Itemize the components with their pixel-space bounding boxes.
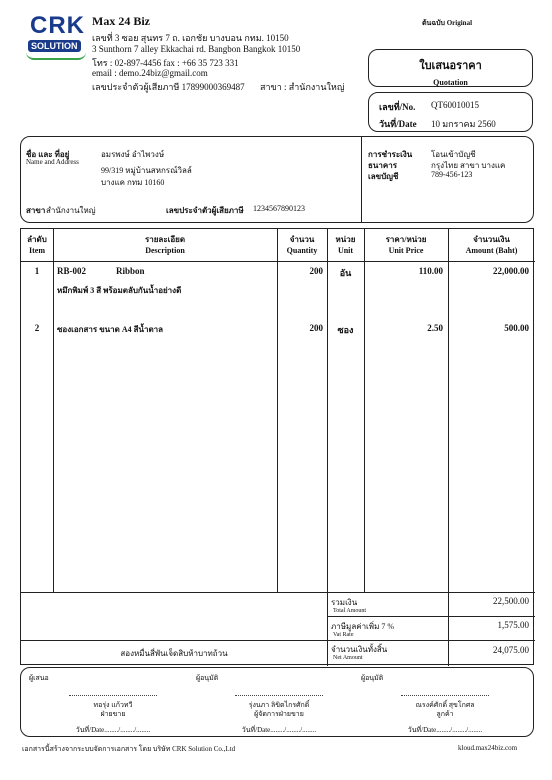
total-label-th: รวมเงิน — [331, 598, 358, 607]
doc-number-box — [368, 92, 533, 132]
original-label: ต้นฉบับ Original — [422, 19, 473, 27]
row-2-unit: ซอง — [337, 325, 354, 335]
row-2-qty: 200 — [309, 323, 323, 333]
row-2-price: 2.50 — [427, 323, 443, 333]
row-1-name: Ribbon — [116, 266, 145, 276]
company-logo-subtitle: SOLUTION — [28, 40, 81, 52]
company-name: Max 24 Biz — [92, 14, 150, 28]
payment-account-label: เลขบัญชี — [368, 172, 399, 181]
signature-1-label: ผู้เสนอ — [29, 674, 49, 682]
signature-1-name: ทอรุ่ง แก้วทวี — [93, 701, 133, 709]
company-taxid: เลขประจำตัวผู้เสียภาษี 17899000369487 — [92, 82, 245, 92]
vat-label-th: ภาษีมูลค่าเพิ่ม 7 % — [331, 622, 395, 631]
signature-1-line — [69, 695, 157, 696]
signature-2-line — [235, 695, 323, 696]
row-1-item: 1 — [34, 266, 40, 276]
signature-3-line — [401, 695, 489, 696]
company-phone: โทร : 02-897-4456 fax : +66 35 723 331 — [92, 58, 239, 68]
header-unit-price: ราคา/หน่วย Unit Price — [385, 235, 427, 255]
amount-in-words: สองหมื่นสี่พันเจ็ดสิบห้าบาทถ้วน — [120, 649, 228, 658]
company-address-en: 3 Sunthorn 7 alley Ekkachai rd. Bangbon Bangkok 10150 — [92, 44, 301, 54]
doc-date-label: วันที่/Date — [379, 119, 417, 129]
payment-method-label: การชำระเงิน — [368, 150, 413, 159]
row-1-qty: 200 — [309, 266, 323, 276]
logo-swoosh — [26, 52, 86, 60]
company-email: email : demo.24biz@gmail.com — [92, 68, 208, 78]
row-1-unit: อัน — [339, 268, 352, 278]
signature-1-date: วันที่/Date......../......../........ — [75, 726, 151, 734]
doc-no-value: QT60010015 — [431, 100, 479, 110]
signature-2-role: ผู้จัดการฝ่ายขาย — [254, 710, 304, 718]
company-logo: CRK — [30, 12, 85, 39]
row-2-name: ซองเอกสาร ขนาด A4 สีน้ำตาล — [57, 325, 164, 334]
signature-3-role: ลูกค้า — [436, 710, 454, 718]
items-table — [20, 228, 534, 665]
customer-branch-label: สาขา — [26, 206, 46, 215]
header-description: รายละเอียด Description — [144, 235, 186, 255]
customer-name: อมรพงษ์ อำไพวงษ์ — [101, 150, 165, 159]
signature-2-label: ผู้อนุมัติ — [196, 674, 219, 682]
footer-left: เอกสารนี้สร้างจากระบบจัดการเอกสาร โดย บริษัท CRK Solution Co.,Ltd — [22, 745, 236, 753]
customer-branch-value: สำนักงานใหญ่ — [46, 206, 96, 215]
customer-address-1: 99/319 หมู่บ้านสหกรณ์วิลล์ — [101, 166, 192, 175]
customer-box — [20, 136, 534, 223]
row-1-code: RB-002 — [57, 266, 86, 276]
header-unit: หน่วย Unit — [335, 235, 356, 255]
header-amount: จำนวนเงิน Amount (Baht) — [465, 235, 518, 255]
customer-taxid-value: 1234567890123 — [253, 204, 305, 213]
customer-address-2: บางแค กทม 10160 — [101, 178, 165, 187]
doc-title-en: Quotation — [433, 78, 468, 87]
doc-title-box — [368, 49, 533, 87]
header-quantity: จำนวน Quantity — [286, 235, 318, 255]
signature-3-date: วันที่/Date......../......../........ — [407, 726, 483, 734]
signature-box — [20, 667, 534, 737]
payment-bank-label: ธนาคาร — [368, 161, 397, 170]
signature-1-role: ฝ่ายขาย — [100, 710, 126, 718]
footer-right: kloud.max24biz.com — [458, 744, 518, 752]
total-value: 22,500.00 — [493, 596, 529, 606]
customer-name-label-en: Name and Address — [26, 158, 79, 166]
total-label-en: Total Amount — [333, 608, 367, 614]
divider — [361, 137, 362, 223]
net-label-th: จำนวนเงินทั้งสิ้น — [331, 645, 388, 654]
customer-name-label-th: ชื่อ และ ที่อยู่ — [26, 150, 70, 159]
vat-value: 1,575.00 — [497, 620, 529, 630]
payment-account-value: 789-456-123 — [431, 170, 473, 179]
row-2-item: 2 — [34, 323, 40, 333]
doc-title-th: ใบเสนอราคา — [419, 60, 482, 72]
doc-no-label: เลขที่/No. — [379, 102, 416, 112]
doc-date-value: 10 มกราคม 2560 — [431, 119, 496, 129]
company-address-th: เลขที่ 3 ซอย สุนทร 7 ถ. เอกชัย บางบอน กทม. 10150 — [92, 33, 289, 43]
vat-label-en: Vat Rate — [333, 632, 354, 638]
company-branch: สาขา : สำนักงานใหญ่ — [260, 82, 345, 92]
net-value: 24,075.00 — [493, 645, 529, 655]
row-1-amount: 22,000.00 — [493, 266, 529, 276]
payment-bank-value: กรุงไทย สาขา บางแค — [431, 161, 506, 170]
customer-taxid-label: เลขประจำตัวผู้เสียภาษี — [166, 206, 244, 215]
signature-3-label: ผู้อนุมัติ — [361, 674, 384, 682]
signature-2-date: วันที่/Date......../......../........ — [241, 726, 317, 734]
payment-method-value: โอนเข้าบัญชี — [431, 150, 476, 159]
net-label-en: Net Amount — [333, 655, 363, 661]
row-2-amount: 500.00 — [504, 323, 529, 333]
row-1-desc: หมึกพิมพ์ 3 สี พร้อมตลับกันน้ำอย่างดี — [57, 286, 182, 295]
row-1-price: 110.00 — [418, 266, 443, 276]
signature-3-name: ณรงค์ศักดิ์ สุขโกศล — [415, 701, 475, 709]
header-item: ลำดับ Item — [27, 235, 47, 255]
signature-2-name: รุ่งนภา ลิขิตไกรศักดิ์ — [248, 701, 310, 709]
